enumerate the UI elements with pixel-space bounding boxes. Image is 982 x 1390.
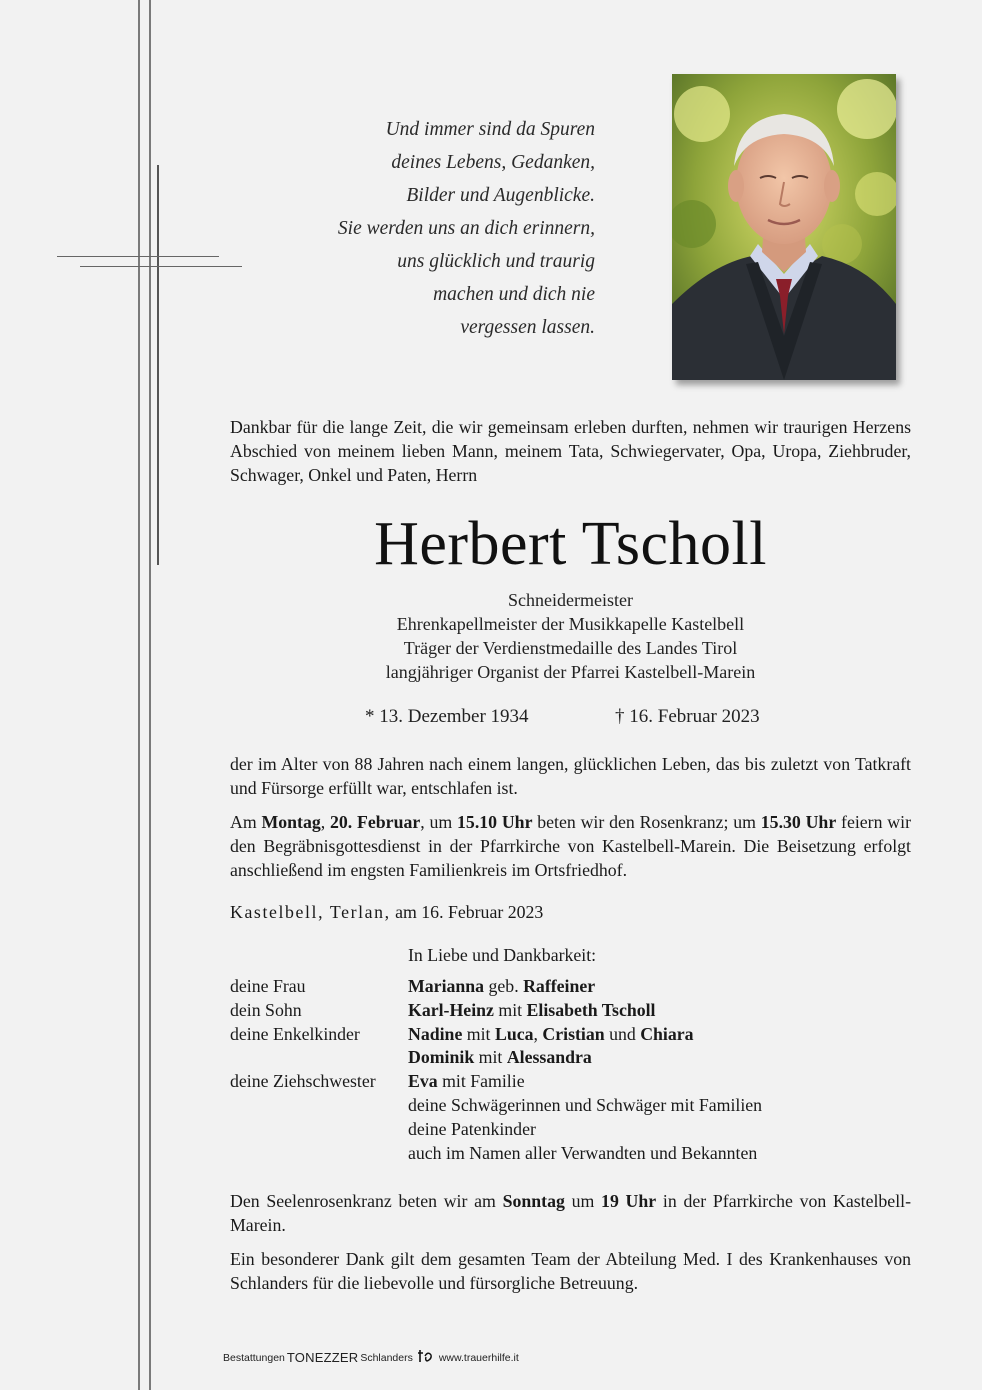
poem-line: Sie werden uns an dich erinnern, (337, 218, 595, 239)
member-name: Marianna (408, 976, 485, 996)
funeral-text: feiern wir den Begräbnisgottesdienst in der Pfarrkirche von Kastelbell-Marein. Die Beisetzung erfolgt anschließend im engsten Familienkreis im Ortsfriedhof. (230, 812, 911, 880)
family-relation: deine Frau (230, 976, 306, 996)
family-relation (230, 1118, 408, 1142)
family-relation (230, 1142, 408, 1166)
trauerhilfe-logo-icon (417, 1349, 433, 1366)
title-line: Schneidermeister (508, 590, 633, 610)
family-members: deine Patenkinder (408, 1118, 536, 1139)
member-name: Alessandra (506, 1047, 592, 1068)
family-relation: deine Ziehschwester (230, 1071, 376, 1092)
rosary-day: Sonntag (502, 1191, 565, 1211)
family-relation (230, 1046, 408, 1070)
cross-icon-bar-top (57, 256, 219, 257)
rosary-paragraph (230, 1189, 911, 1237)
family-list (230, 975, 762, 1165)
title-line: Ehrenkapellmeister der Musikkapelle Kastelbell (396, 614, 745, 634)
member-text: und (604, 1023, 641, 1044)
thanks-paragraph: Ein besonderer Dank gilt dem gesamten Team der Abteilung Med. I des Krankenhauses von Schlanders für die liebevolle und fürsorgliche Betreuung. (230, 1249, 911, 1293)
member-text: mit (462, 1023, 495, 1044)
family-members (408, 999, 656, 1023)
member-name: Elisabeth Tscholl (526, 999, 656, 1020)
member-name: Karl-Heinz (408, 999, 494, 1020)
vertical-rule-left (138, 0, 140, 1390)
rosary-text: um (564, 1191, 602, 1211)
member-name: Chiara (640, 1023, 694, 1044)
member-text: mit (493, 999, 527, 1020)
member-name: Raffeiner (523, 976, 596, 996)
family-members (408, 1046, 592, 1070)
cross-icon-bar-bottom (80, 266, 242, 267)
family-row (230, 975, 762, 999)
member-text: , (533, 1023, 543, 1044)
cross-icon-vertical (157, 165, 159, 565)
funeral-day: Montag (261, 812, 321, 832)
family-members (408, 1023, 694, 1047)
poem-line: vergessen lassen. (460, 317, 595, 338)
footer-url[interactable]: www.trauerhilfe.it (438, 1351, 519, 1364)
footer-town: Schlanders (360, 1351, 413, 1364)
funeral-paragraph (230, 810, 911, 882)
member-name: Luca (494, 1023, 534, 1044)
member-text: geb. (484, 976, 524, 996)
funeral-text: beten wir den Rosenkranz; um (532, 812, 761, 832)
rosary-time: 15.10 Uhr (457, 812, 533, 832)
poem-line: Bilder und Augenblicke. (406, 185, 595, 206)
place-date-text: am 16. Februar 2023 (390, 902, 544, 922)
family-members: deine Schwägerinnen und Schwäger mit Familien (408, 1094, 763, 1115)
portrait-photo (672, 74, 896, 380)
family-row (230, 1023, 762, 1047)
title-line: Träger der Verdienstmedaille des Landes Tirol (403, 638, 738, 658)
intro-paragraph: Dankbar für die lange Zeit, die wir gemeinsam erleben durften, nehmen wir traurigen Herzens Abschied von meinem lieben Mann, meinem Tata, Schwiegervater, Opa, Uropa, Ziehbruder, Schwager, Onkel und Paten, Herrn (230, 417, 911, 485)
birth-date: * 13. Dezember 1934 (365, 706, 529, 727)
vertical-rule-right (149, 0, 151, 1390)
family-row (230, 1070, 762, 1094)
passing-paragraph: der im Alter von 88 Jahren nach einem langen, glücklichen Leben, das bis zuletzt von Tatkraft und Fürsorge erfüllt war, entschlafen ist. (230, 754, 911, 798)
family-relation: dein Sohn (230, 999, 302, 1020)
deceased-name: Herbert Tscholl (374, 510, 767, 578)
rosary-text: in der Pfarrkirche von Kastelbell-Marein. (230, 1191, 912, 1235)
member-name: Cristian (542, 1023, 605, 1044)
family-row (230, 1142, 762, 1166)
poem-line: machen und dich nie (433, 284, 595, 305)
member-text: mit Familie (437, 1071, 525, 1092)
place-towns: Kastelbell, Terlan, (230, 902, 391, 922)
poem-line: uns glücklich und traurig (397, 251, 595, 272)
family-members: auch im Namen aller Verwandten und Bekannten (408, 1142, 758, 1163)
poem (280, 113, 595, 344)
death-date: † 16. Februar 2023 (615, 706, 760, 727)
family-row (230, 999, 762, 1023)
titles-list (230, 588, 911, 684)
poem-line: Und immer sind da Spuren (385, 119, 595, 140)
funeral-text: , (320, 812, 330, 832)
funeral-text: , um (420, 812, 458, 832)
family-relation: deine Enkelkinder (230, 1023, 360, 1044)
footer-brand: TONEZZER (286, 1350, 359, 1365)
funeral-text: Am (230, 812, 262, 832)
closing-line: In Liebe und Dankbarkeit: (408, 945, 597, 965)
member-name: Eva (408, 1071, 438, 1092)
family-row (230, 1094, 762, 1118)
title-line: langjähriger Organist der Pfarrei Kastelbell-Marein (385, 662, 756, 682)
footer (223, 1349, 519, 1366)
footer-pre: Bestattungen (223, 1351, 285, 1364)
family-relation (230, 1094, 408, 1118)
place-date (230, 900, 543, 924)
family-members (408, 1070, 525, 1094)
member-text: mit (474, 1047, 507, 1068)
family-row (230, 1118, 762, 1142)
member-name: Nadine (408, 1023, 463, 1044)
service-time: 15.30 Uhr (760, 812, 837, 832)
family-row (230, 1046, 762, 1070)
rosary-text: Den Seelenrosenkranz beten wir am (230, 1191, 503, 1211)
member-name: Dominik (408, 1047, 475, 1068)
family-members (408, 975, 595, 999)
funeral-date: 20. Februar (330, 812, 421, 832)
rosary-time: 19 Uhr (601, 1191, 657, 1211)
poem-line: deines Lebens, Gedanken, (391, 152, 595, 173)
